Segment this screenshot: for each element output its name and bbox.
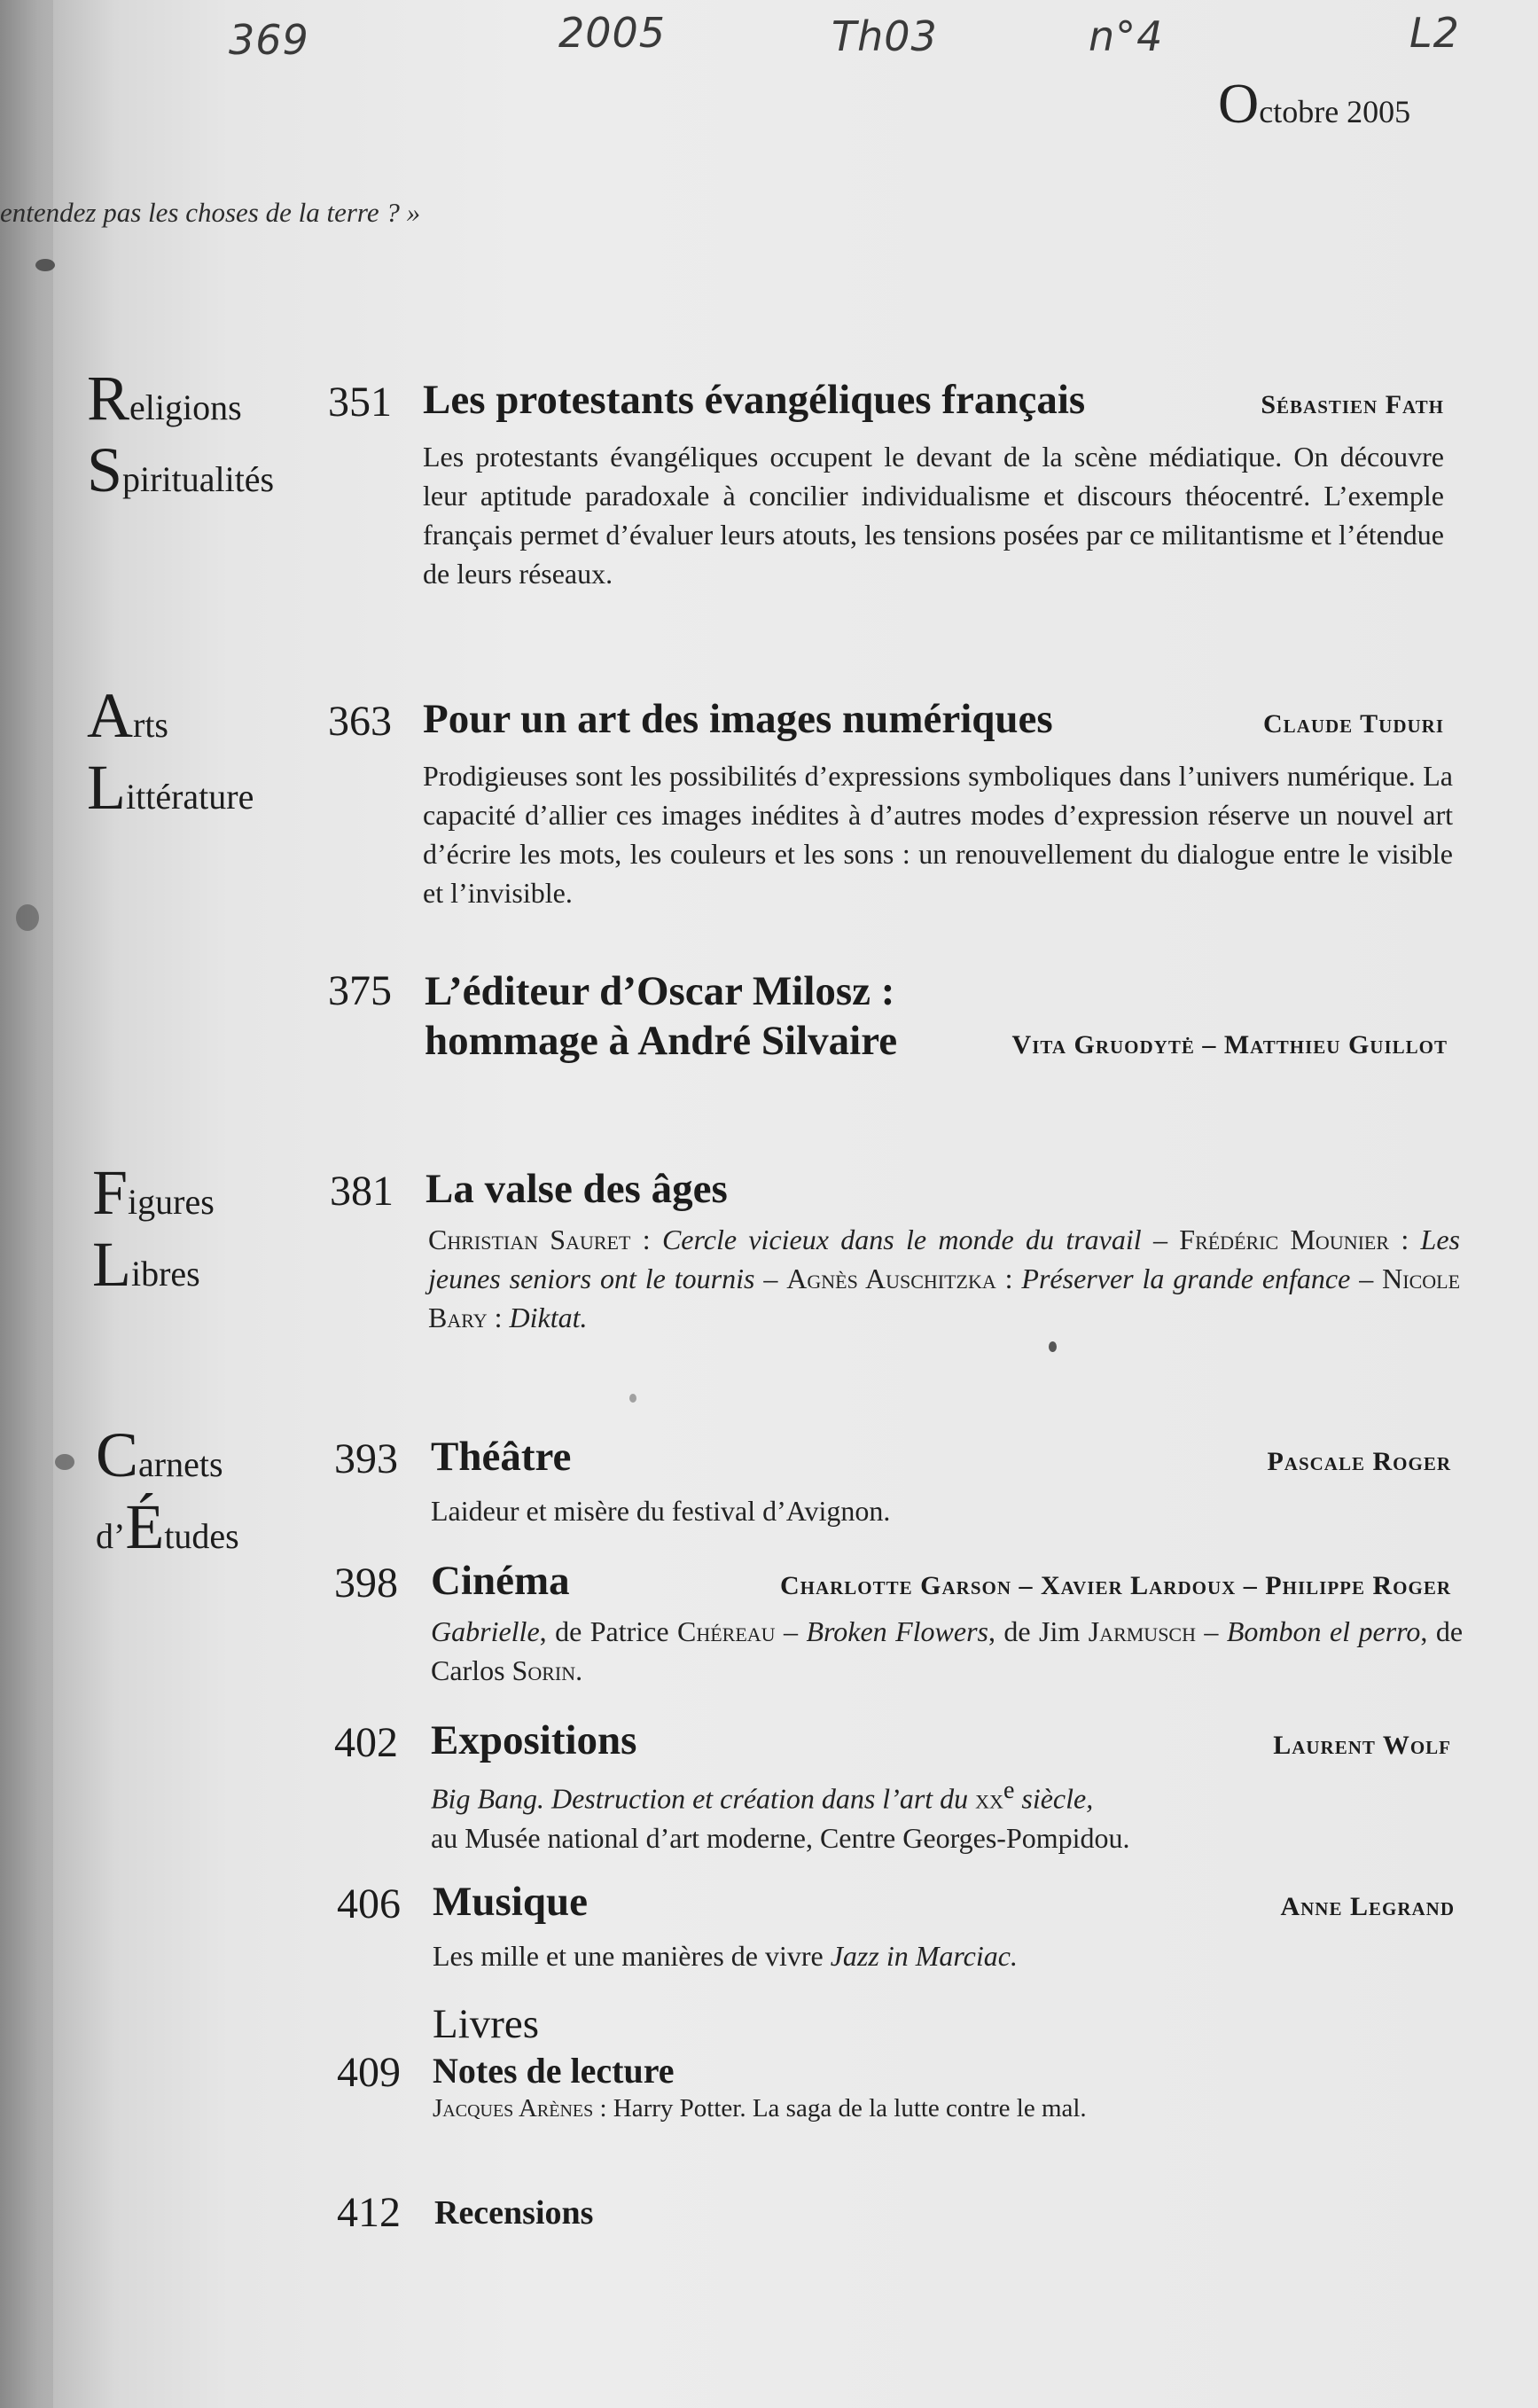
article-author: Sébastien Fath [1261,390,1444,419]
director: Sorin [511,1654,576,1686]
section-word: igures [128,1182,215,1222]
section-initial: R [87,363,130,434]
epigraph: entendez pas les choses de la terre ? » [0,197,421,228]
summary-text: Les mille et une manières de vivre [433,1940,824,1972]
scan-shadow [0,0,53,2408]
section-initial: L [92,1229,131,1300]
section-initial: F [92,1157,129,1228]
contribution-title: Les jeunes seniors ont le tournis [428,1224,1460,1294]
century-numeral: xx [975,1782,1003,1815]
director-prefix: de Carlos [431,1615,1464,1686]
article-summary: Prodigieuses sont les possibilités d’expressions symboliques dans l’univers numérique. La capacité d’allier ces images inédites à d’autres modes d’expression réserve un nouvel art d’écrire les mots, les couleurs et les sons : un renouvellement du dialogue entre le visible et l’invisible. [423,760,1453,909]
section-word: eligions [129,387,242,427]
ink-speck [35,259,55,271]
article-title[interactable]: Musique [433,1879,588,1925]
article-author: Anne Legrand [1280,1892,1455,1921]
handwritten-number: 369 [229,16,309,64]
issue-date [1218,71,1410,137]
section-word: rts [133,705,168,745]
section-religions [87,363,275,511]
page-number: 351 [328,379,392,426]
page-number: 393 [334,1435,398,1482]
article-summary: Laideur et misère du festival d’Avignon. [431,1495,891,1527]
article-summary [431,1771,1463,1857]
section-initial: C [96,1419,139,1490]
section-initial: É [125,1491,165,1562]
contributor: Christian Sauret [428,1224,631,1255]
article-title[interactable]: La valse des âges [425,1166,728,1212]
article-title[interactable]: Théâtre [431,1434,572,1480]
film-title: Bombon el perro [1226,1615,1421,1647]
article-title[interactable]: Notes de lecture [433,2051,675,2091]
page-number: 381 [330,1168,394,1215]
ink-speck [629,1394,636,1403]
century-suffix: e [1003,1777,1015,1804]
article-summary [433,1936,1443,1975]
section-figures [92,1157,215,1305]
section-word: tudes [164,1516,239,1556]
exhibition-title: Big Bang. Destruction et création dans l’art du [431,1782,969,1815]
ink-speck [55,1454,74,1470]
article-title[interactable]: Cinéma [431,1558,570,1604]
section-carnets [96,1419,239,1568]
contribution-title: Diktat. [509,1302,588,1333]
handwritten-year: 2005 [558,9,667,57]
article-author: Pascale Roger [1267,1447,1451,1476]
exhibition-title-end: siècle, [1021,1782,1094,1815]
article-title-line: L’éditeur d’Oscar Milosz : [425,968,895,1014]
section-initial: L [87,752,126,823]
contribution-title: Cercle vicieux dans le monde du travail [661,1224,1142,1255]
article-summary: Jacques Arènes : Harry Potter. La saga de la lutte contre le mal. [433,2094,1087,2123]
festival-title: Jazz in Marciac. [830,1940,1018,1972]
article-author: Claude Tuduri [1263,709,1444,739]
page-number: 402 [334,1719,398,1766]
article-summary: Christian Sauret : Cercle vicieux dans le monde du travail – Frédéric Mounier : Les jeunes seniors ont le tournis – Agnès Auschitzka : Préserver la grande enfance – Nicole Bary : Diktat. [428,1224,1461,1333]
ink-speck [16,904,39,931]
article-title[interactable]: Les protestants évangéliques français [423,377,1086,423]
review-title: Harry Potter. La saga de la lutte contre le mal. [613,2094,1087,2123]
contributor: Frédéric Mounier [1179,1224,1390,1255]
section-word: ibres [130,1254,200,1294]
director-prefix: de Patrice [555,1615,669,1647]
date-initial: O [1218,72,1260,135]
article-title[interactable]: Pour un art des images numériques [423,696,1053,742]
page-number: 398 [334,1560,398,1607]
section-word: ittérature [125,777,254,817]
exhibition-venue: au Musée national d’art moderne, Centre Georges-Pompidou. [431,1821,1130,1854]
page-number: 409 [337,2049,401,2096]
page-number: 412 [337,2189,401,2236]
article-summary: Les protestants évangéliques occupent le devant de la scène médiatique. On découvre leur aptitude paradoxale à concilier individualisme et discours théocentré. L’exemple français permet d’évaluer leurs atouts, les tensions posées par ce militantisme et l’étendue de leurs réseaux. [423,441,1444,590]
contributor: Agnès Auschitzka [786,1263,996,1294]
page-number: 375 [328,967,392,1014]
contribution-title: Préserver la grande enfance [1021,1263,1351,1294]
section-initial: S [87,434,123,505]
contributor: Nicole Bary [428,1263,1461,1333]
director: Jarmusch [1088,1615,1196,1647]
section-arts [87,680,254,828]
handwritten-issue: n°4 [1089,12,1164,60]
director: Chéreau [677,1615,776,1647]
article-title[interactable] [425,966,897,1066]
article-title[interactable]: Recensions [434,2194,594,2232]
section-heading-livres: Livres [433,2001,540,2047]
section-initial: A [87,680,133,751]
reviewer: Jacques Arènes [433,2094,594,2123]
page-number: 363 [328,698,392,745]
page-number: 406 [337,1880,401,1927]
film-title: Broken Flowers [806,1615,988,1647]
handwritten-ref: L2 [1409,9,1460,57]
article-title-line: hommage à André Silvaire [425,1018,898,1064]
article-author: Charlotte Garson – Xavier Lardoux – Philippe Roger [779,1571,1451,1600]
ink-speck [1049,1341,1057,1352]
director-prefix: de Jim [1003,1615,1081,1647]
section-prefix: d’ [96,1516,126,1556]
film-title: Gabrielle [431,1615,540,1647]
article-author: Laurent Wolf [1273,1731,1451,1760]
article-title[interactable]: Expositions [431,1717,637,1763]
section-word: piritualités [122,459,275,499]
date-rest: ctobre 2005 [1259,94,1411,129]
handwritten-code: Th03 [831,12,938,60]
article-summary: Gabrielle, de Patrice Chéreau – Broken Flowers, de Jim Jarmusch – Bombon el perro, de Carlos Sorin. [431,1615,1464,1686]
section-word: arnets [138,1444,223,1484]
article-author: Vita Gruodytė – Matthieu Guillot [1011,1030,1448,1059]
